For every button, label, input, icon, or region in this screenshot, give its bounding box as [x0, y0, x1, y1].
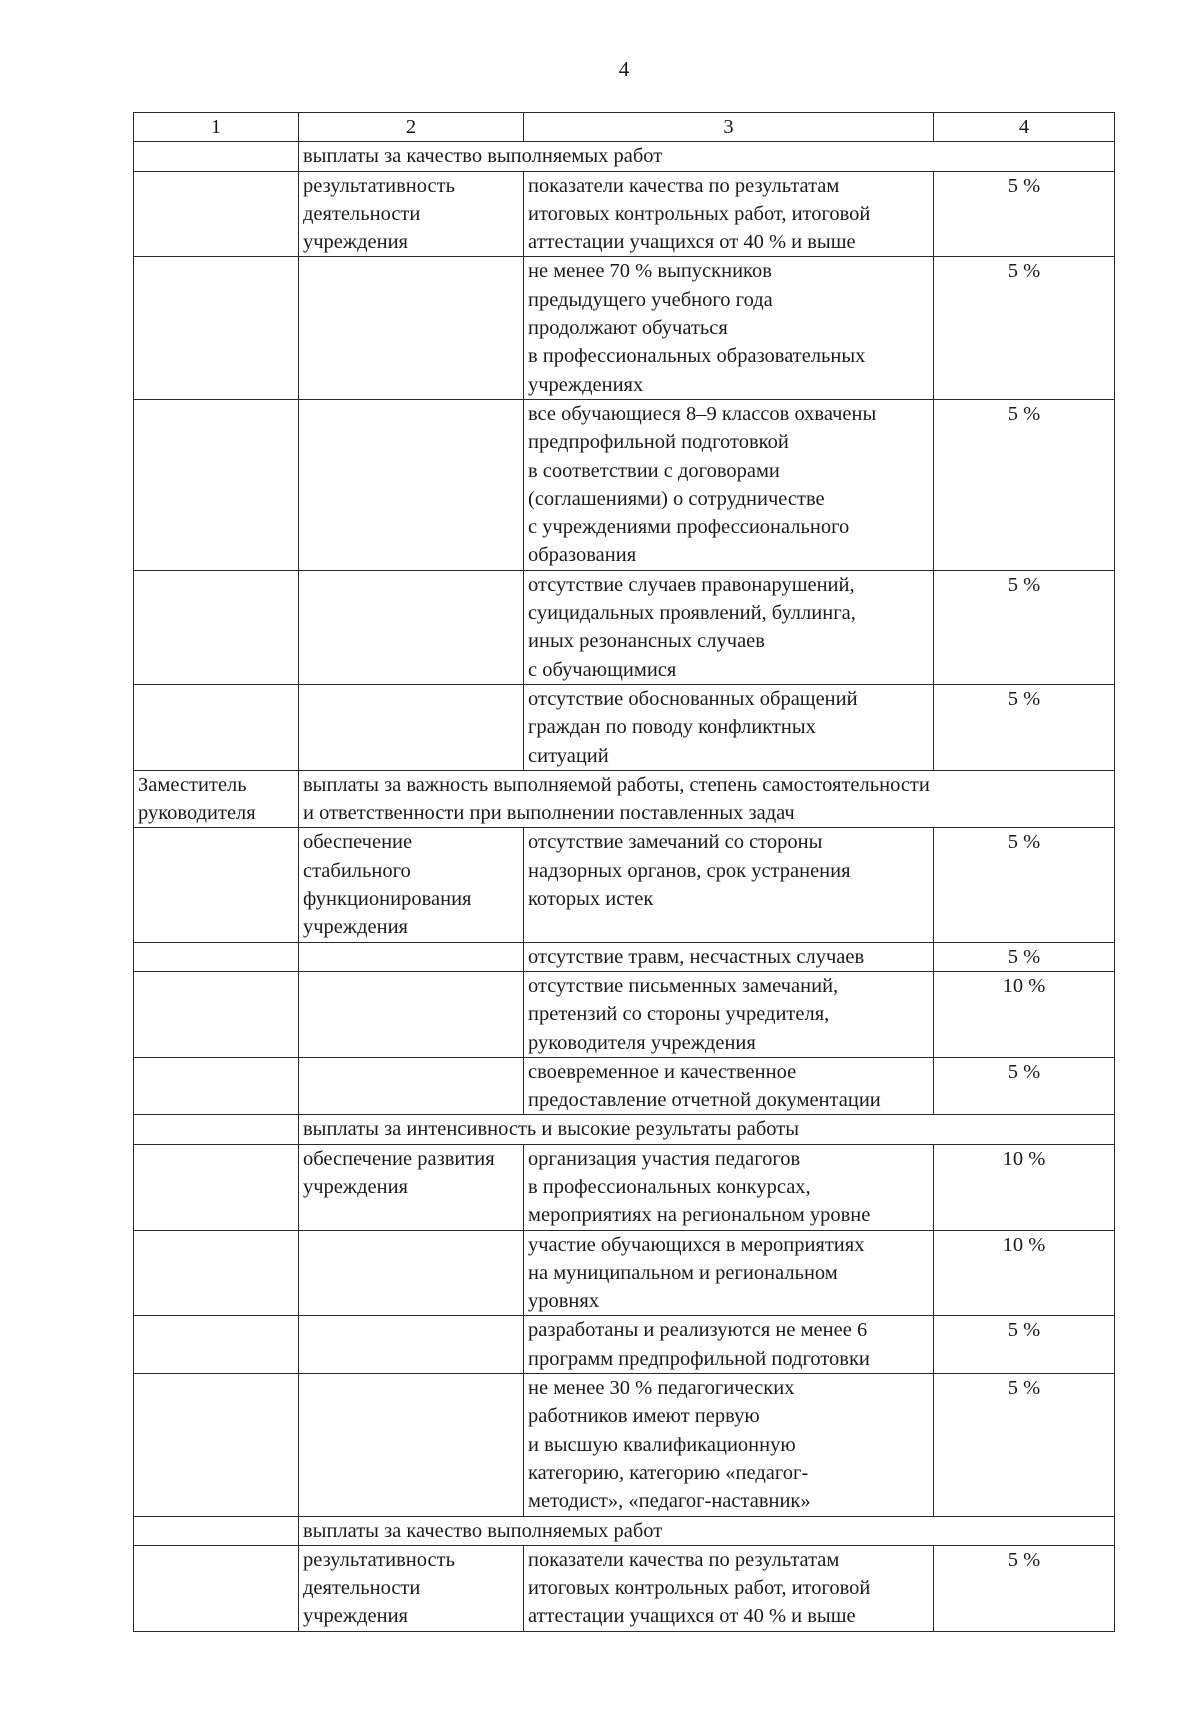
- value-cell: 5 %: [934, 1545, 1115, 1631]
- value-cell: 5 %: [934, 570, 1115, 684]
- value-cell: 5 %: [934, 399, 1115, 570]
- criterion-cell: результативность деятельности учреждения: [299, 171, 524, 257]
- indicator-cell: отсутствие травм, несчастных случаев: [524, 942, 934, 971]
- value-cell: 5 %: [934, 257, 1115, 399]
- value-cell: 5 %: [934, 684, 1115, 770]
- payment-group-heading: выплаты за качество выполняемых работ: [299, 1516, 1115, 1545]
- table-row: [134, 684, 1115, 770]
- indicator-cell: не менее 70 % выпускников предыдущего учебного года продолжают обучаться в профессиональных образовательных учреждениях: [524, 257, 934, 399]
- value-cell: 5 %: [934, 1057, 1115, 1115]
- table-row: [134, 257, 1115, 399]
- criterion-cell: обеспечение развития учреждения: [299, 1144, 524, 1230]
- table-row: [134, 1316, 1115, 1374]
- indicator-cell: все обучающиеся 8–9 классов охвачены предпрофильной подготовкой в соответствии с договорами (соглашениями) о сотрудничестве с учреждениями профессионального образования: [524, 399, 934, 570]
- column-header-3: 3: [524, 113, 934, 142]
- column-header-1: 1: [134, 113, 299, 142]
- table-row: [134, 1144, 1115, 1230]
- value-cell: 10 %: [934, 1230, 1115, 1316]
- table-row: [134, 142, 1115, 171]
- payments-criteria-table: [133, 112, 1115, 1632]
- position-cell-empty: [134, 142, 299, 171]
- indicator-cell: показатели качества по результатам итоговых контрольных работ, итоговой аттестации учащихся от 40 % и выше: [524, 171, 934, 257]
- indicator-cell: отсутствие письменных замечаний, претензий со стороны учредителя, руководителя учреждения: [524, 971, 934, 1057]
- payment-group-heading: выплаты за важность выполняемой работы, степень самостоятельности и ответственности при выполнении поставленных задач: [299, 770, 1115, 828]
- column-header-4: 4: [934, 113, 1115, 142]
- table-row: [134, 1115, 1115, 1144]
- position-cell: Заместитель руководителя: [134, 770, 299, 828]
- table-row: [134, 1516, 1115, 1545]
- indicator-cell: организация участия педагогов в профессиональных конкурсах, мероприятиях на региональном уровне: [524, 1144, 934, 1230]
- indicator-cell: не менее 30 % педагогических работников имеют первую и высшую квалификационную категорию, категорию «педагог- методист», «педагог-наставник»: [524, 1374, 934, 1516]
- value-cell: 5 %: [934, 942, 1115, 971]
- table-row: [134, 399, 1115, 570]
- table-row: [134, 570, 1115, 684]
- value-cell: 5 %: [934, 828, 1115, 942]
- payment-group-heading: выплаты за качество выполняемых работ: [299, 142, 1115, 171]
- criterion-cell: результативность деятельности учреждения: [299, 1545, 524, 1631]
- table-row: [134, 828, 1115, 942]
- value-cell: 5 %: [934, 1316, 1115, 1374]
- indicator-cell: участие обучающихся в мероприятиях на муниципальном и региональном уровнях: [524, 1230, 934, 1316]
- table-row: [134, 770, 1115, 828]
- value-cell: 5 %: [934, 1374, 1115, 1516]
- indicator-cell: отсутствие обоснованных обращений граждан по поводу конфликтных ситуаций: [524, 684, 934, 770]
- page-number: 4: [618, 57, 630, 81]
- table-row: [134, 171, 1115, 257]
- table-row: [134, 971, 1115, 1057]
- indicator-cell: отсутствие случаев правонарушений, суицидальных проявлений, буллинга, иных резонансных случаев с обучающимися: [524, 570, 934, 684]
- value-cell: 5 %: [934, 171, 1115, 257]
- value-cell: 10 %: [934, 1144, 1115, 1230]
- indicator-cell: своевременное и качественное предоставление отчетной документации: [524, 1057, 934, 1115]
- table-row: [134, 1374, 1115, 1516]
- value-cell: 10 %: [934, 971, 1115, 1057]
- table-row: [134, 1230, 1115, 1316]
- column-header-2: 2: [299, 113, 524, 142]
- payment-group-heading: выплаты за интенсивность и высокие результаты работы: [299, 1115, 1115, 1144]
- table-row: [134, 942, 1115, 971]
- criterion-cell: обеспечение стабильного функционирования учреждения: [299, 828, 524, 942]
- table-header-row: [134, 113, 1115, 142]
- table-row: [134, 1057, 1115, 1115]
- indicator-cell: отсутствие замечаний со стороны надзорных органов, срок устранения которых истек: [524, 828, 934, 942]
- indicator-cell: показатели качества по результатам итоговых контрольных работ, итоговой аттестации учащихся от 40 % и выше: [524, 1545, 934, 1631]
- indicator-cell: разработаны и реализуются не менее 6 программ предпрофильной подготовки: [524, 1316, 934, 1374]
- table-row: [134, 1545, 1115, 1631]
